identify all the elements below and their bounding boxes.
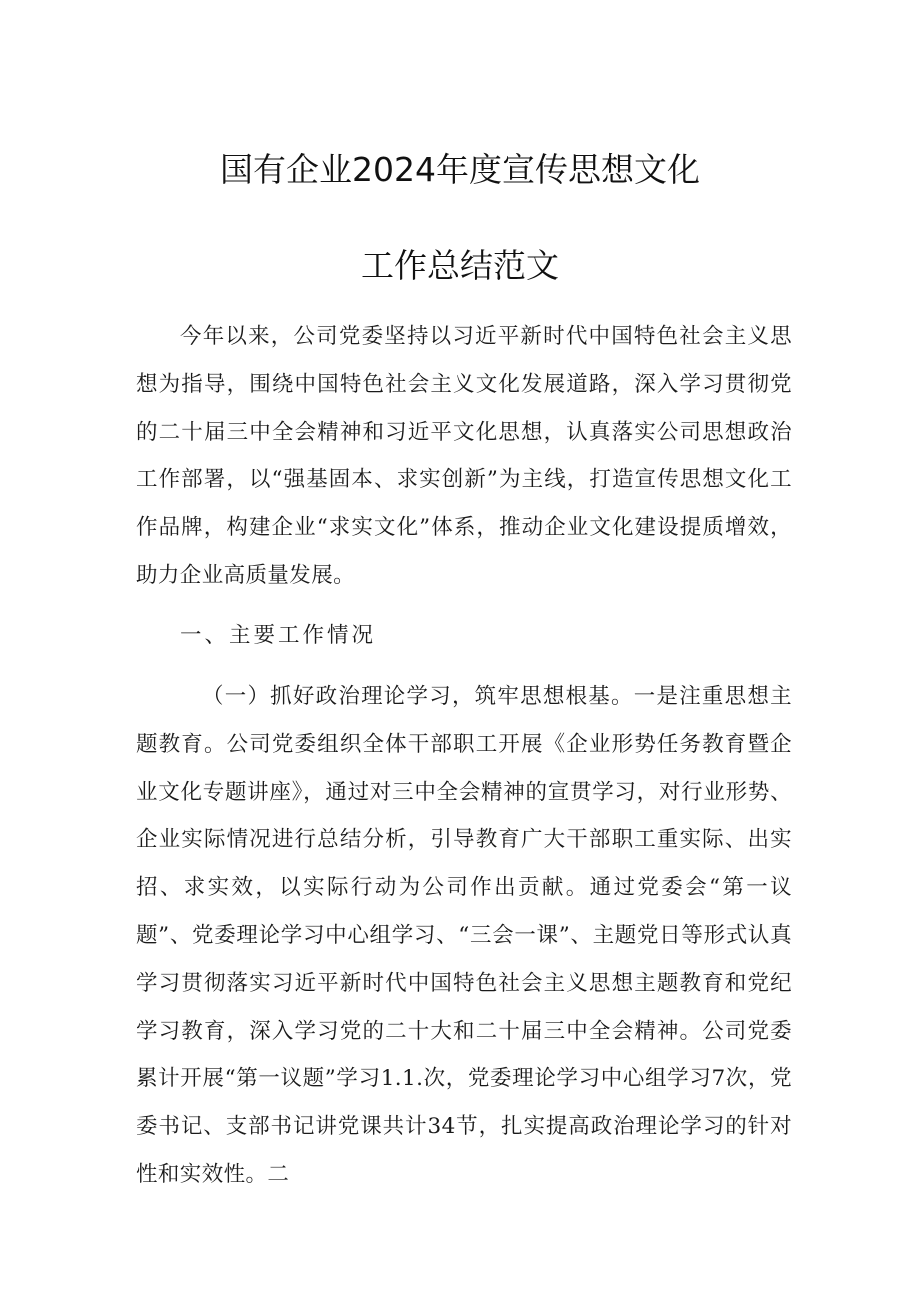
document-title-line-1: 国有企业2024年度宣传思想文化 <box>220 150 700 189</box>
intro-paragraph: 今年以来，公司党委坚持以习近平新时代中国特色社会主义思想为指导，围绕中国特色社会主义文化发展道路，深入学习贯彻党的二十届三中全会精神和习近平文化思想，认真落实公司思想政治工作部署，以“强基固本、求实创新”为主线，打造宣传思想文化工作品牌，构建企业“求实文化”体系，推动企业文化建设提质增效，助力企业高质量发展。 <box>136 324 792 588</box>
section-heading: 一、主要工作情况 <box>180 623 377 648</box>
document-title-line-2: 工作总结范文 <box>361 246 559 285</box>
section-paragraph: （一）抓好政治理论学习，筑牢思想根基。一是注重思想主题教育。公司党委组织全体干部职工开展《企业形势任务教育暨企业文化专题讲座》，通过对三中全会精神的宣贯学习，对行业形势、企业实际情况进行总结分析，引导教育广大干部职工重实际、出实招、求实效，以实际行动为公司作出贡献。通过党委会“第一议题”、党委理论学习中心组学习、“三会一课”、主题党日等形式认真学习贯彻落实习近平新时代中国特色社会主义思想主题教育和党纪学习教育，深入学习党的二十大和二十届三中全会精神。公司党委累计开展“第一议题”学习1.1.次，党委理论学习中心组学习7次，党委书记、支部书记讲党课共计34节，扎实提高政治理论学习的针对性和实效性。二 <box>136 684 792 1187</box>
